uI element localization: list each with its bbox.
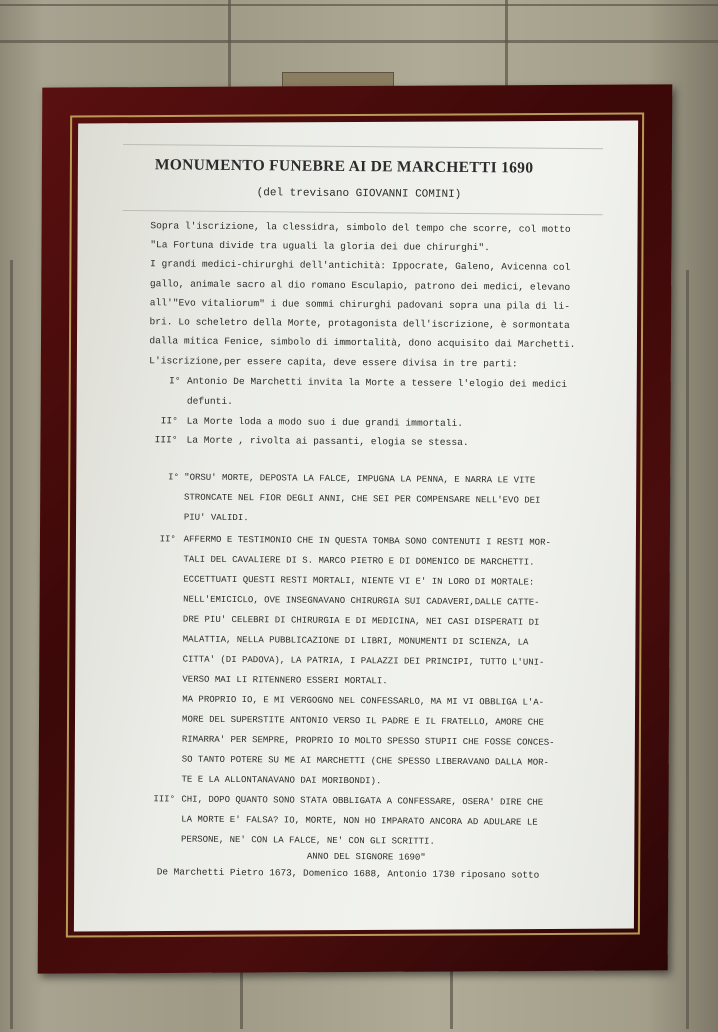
inscription-line: LA MORTE E' FALSA? IO, MORTE, NON HO IMPARATO ANCORA AD ADULARE LE [181,814,538,828]
inscription-line: ECCETTUATI QUESTI RESTI MORTALI, NIENTE VI E' IN LORO DI MORTALE: [183,574,535,588]
inscription-line: PERSONE, NE' CON LA FALCE, NE' CON GLI SCRITTI. [180,834,435,847]
intro-line: "La Fortuna divide tra uguali la gloria dei due chirurghi". [150,239,490,254]
top-rule [123,144,603,149]
inscription-line: MA PROPRIO IO, E MI VERGOGNO NEL CONFESSARLO, MA MI VI OBBLIGA L'A- [182,694,545,708]
intro-line: Sopra l'iscrizione, la clessidra, simbolo del tempo che scorre, col motto [150,220,571,235]
inscription-line: PIU' VALIDI. [183,512,249,524]
inscription-line: TE E LA ALLONTANAVANO DAI MORIBONDI). [181,774,382,787]
closing-date: ANNO DEL SIGNORE 1690" [306,851,426,863]
inscription-numeral: I° [168,472,180,483]
title-rule [123,210,603,215]
inscription-line: SO TANTO POTERE SU ME AI MARCHETTI (CHE SPESSO LIBERAVANO DALLA MOR- [181,754,550,768]
inscription-line: VERSO MAI LI RITENNERO ESSERI MORTALI. [182,674,388,687]
part-line: defunti. [186,395,233,407]
intro-line: dalla mitica Fenice, simbolo di immortalità, dono acquisito dai Marchetti. [149,335,576,350]
intro-line: gallo, animale sacro al dio romano Esculapio, patrono dei medici, elevano [149,278,571,293]
part-line: Antonio De Marchetti invita la Morte a tessere l'elogio dei medici [186,375,568,390]
part-numeral: I° [168,375,181,387]
intro-line: L'iscrizione,per essere capita, deve essere divisa in tre parti: [149,355,518,370]
inscription-numeral: II° [159,534,176,545]
inscription-line: TALI DEL CAVALIERE DI S. MARCO PIETRO E DI DOMENICO DE MARCHETTI. [183,554,535,568]
inscription-numeral: III° [153,794,176,805]
footer-note: De Marchetti Pietro 1673, Domenico 1688, Antonio 1730 riposano sotto [156,866,540,881]
document-subtitle: (del trevisano GIOVANNI COMINI) [256,187,462,201]
document-title: MONUMENTO FUNEBRE AI DE MARCHETTI 1690 [154,156,534,177]
inscription-line: "ORSU' MORTE, DEPOSTA LA FALCE, IMPUGNA LA PENNA, E NARRA LE VITE [184,472,536,486]
intro-line: bri. Lo scheletro della Morte, protagonista dell'iscrizione, è sormontata [149,316,570,331]
inscription-line: MALATTIA, NELLA PUBBLICAZIONE DI LIBRI, MONUMENTI DI SCIENZA, LA [182,634,529,648]
inscription-line: DRE PIU' CELEBRI DI CHIRURGIA E DI MEDICINA, NEI CASI DISPERATI DI [182,614,540,628]
inscription-line: CITTA' (DI PADOVA), LA PATRIA, I PALAZZI DEI PRINCIPI, TUTTO L'UNI- [182,654,545,668]
intro-line: I grandi medici-chirurghi dell'antichità: Ippocrate, Galeno, Avicenna col [150,258,571,273]
inscription-line: AFFERMO E TESTIMONIO CHE IN QUESTA TOMBA SONO CONTENUTI I RESTI MOR- [183,534,551,548]
inscription-line: RIMARRA' PER SEMPRE, PROPRIO IO MOLTO SPESSO STUPII CHE FOSSE CONCES- [181,734,555,748]
inscription-line: NELL'EMICICLO, OVE INSEGNAVANO CHIRURGIA SUI CADAVERI,DALLE CATTE- [183,594,540,608]
part-line: La Morte , rivolta ai passanti, elogia se stessa. [186,434,469,449]
inscription-line: MORE DEL SUPERSTITE ANTONIO VERSO IL PADRE E IL FRATELLO, AMORE CHE [182,714,544,728]
part-line: La Morte loda a modo suo i due grandi immortali. [186,415,464,429]
inscription-line: STRONCATE NEL FIOR DEGLI ANNI, CHE SEI PER COMPENSARE NELL'EVO DEI [183,492,541,506]
intro-line: all'"Evo vitaliorum" i due sommi chirurghi padovani sopra una pila di li- [149,297,571,312]
inscription-line: CHI, DOPO QUANTO SONO STATA OBBLIGATA A CONFESSARE, OSERA' DIRE CHE [181,794,544,808]
part-numeral: II° [160,415,179,427]
part-numeral: III° [154,434,178,446]
